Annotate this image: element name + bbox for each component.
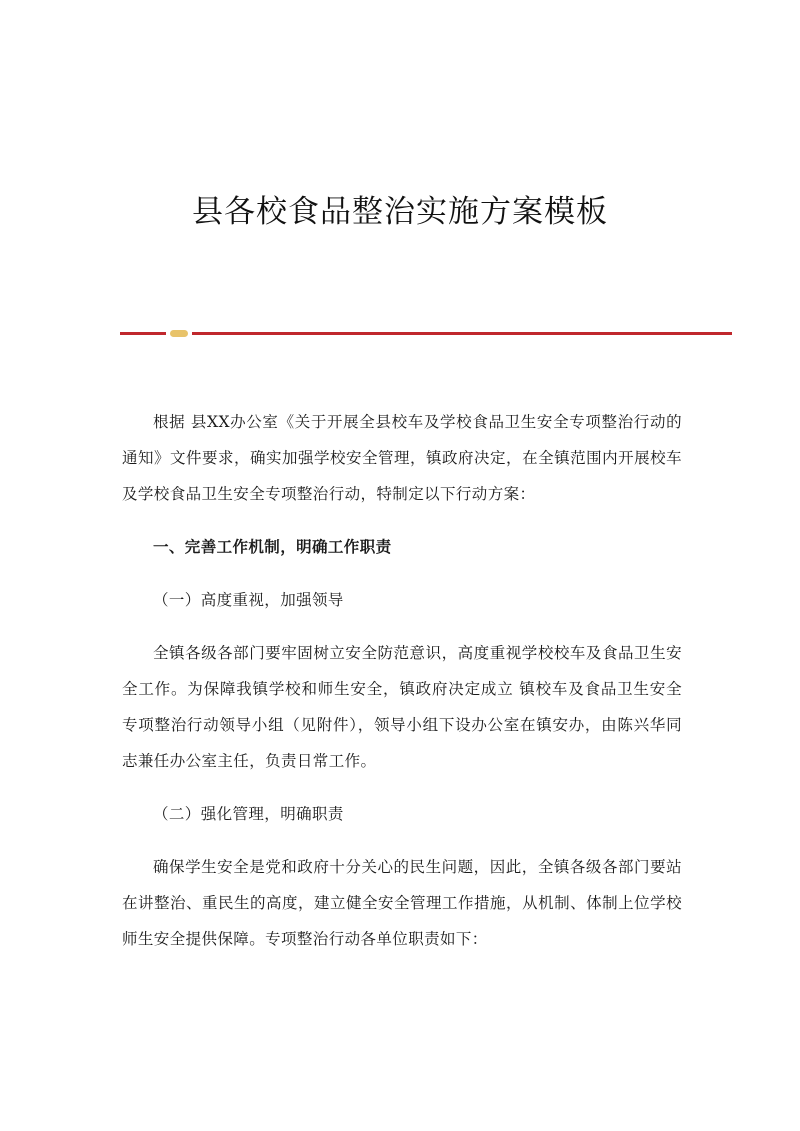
document-title: 县各校食品整治实施方案模板 (192, 194, 608, 230)
divider-bar-left (120, 332, 166, 335)
divider-ornament-icon (170, 330, 188, 337)
body-paragraph-2: 确保学生安全是党和政府十分关心的民生问题，因此，全镇各级各部门要站在讲整治、重民生的高度，建立健全安全管理工作措施，从机制、体制上位学校师生安全提供保障。专项整治行动各单位职责如下： (122, 858, 682, 948)
title-divider (120, 330, 732, 338)
subsection-heading-2: （二）强化管理，明确职责 (153, 805, 344, 823)
document-body (122, 404, 682, 974)
subsection-heading-1: （一）高度重视，加强领导 (153, 591, 344, 609)
body-paragraph-1: 全镇各级各部门要牢固树立安全防范意识，高度重视学校校车及食品卫生安全工作。为保障我镇学校和师生安全，镇政府决定成立 镇校车及食品卫生安全专项整治行动领导小组（见附件），领导小组下设办公室在镇安办，由陈兴华同志兼任办公室主任，负责日常工作。 (122, 644, 682, 770)
intro-paragraph: 根据 县XX办公室《关于开展全县校车及学校食品卫生安全专项整治行动的通知》文件要求，确实加强学校安全管理，镇政府决定，在全镇范围内开展校车及学校食品卫生安全专项整治行动，特制定以下行动方案： (122, 413, 682, 503)
divider-bar-right (192, 332, 732, 335)
section-heading-1: 一、完善工作机制，明确工作职责 (153, 537, 392, 556)
